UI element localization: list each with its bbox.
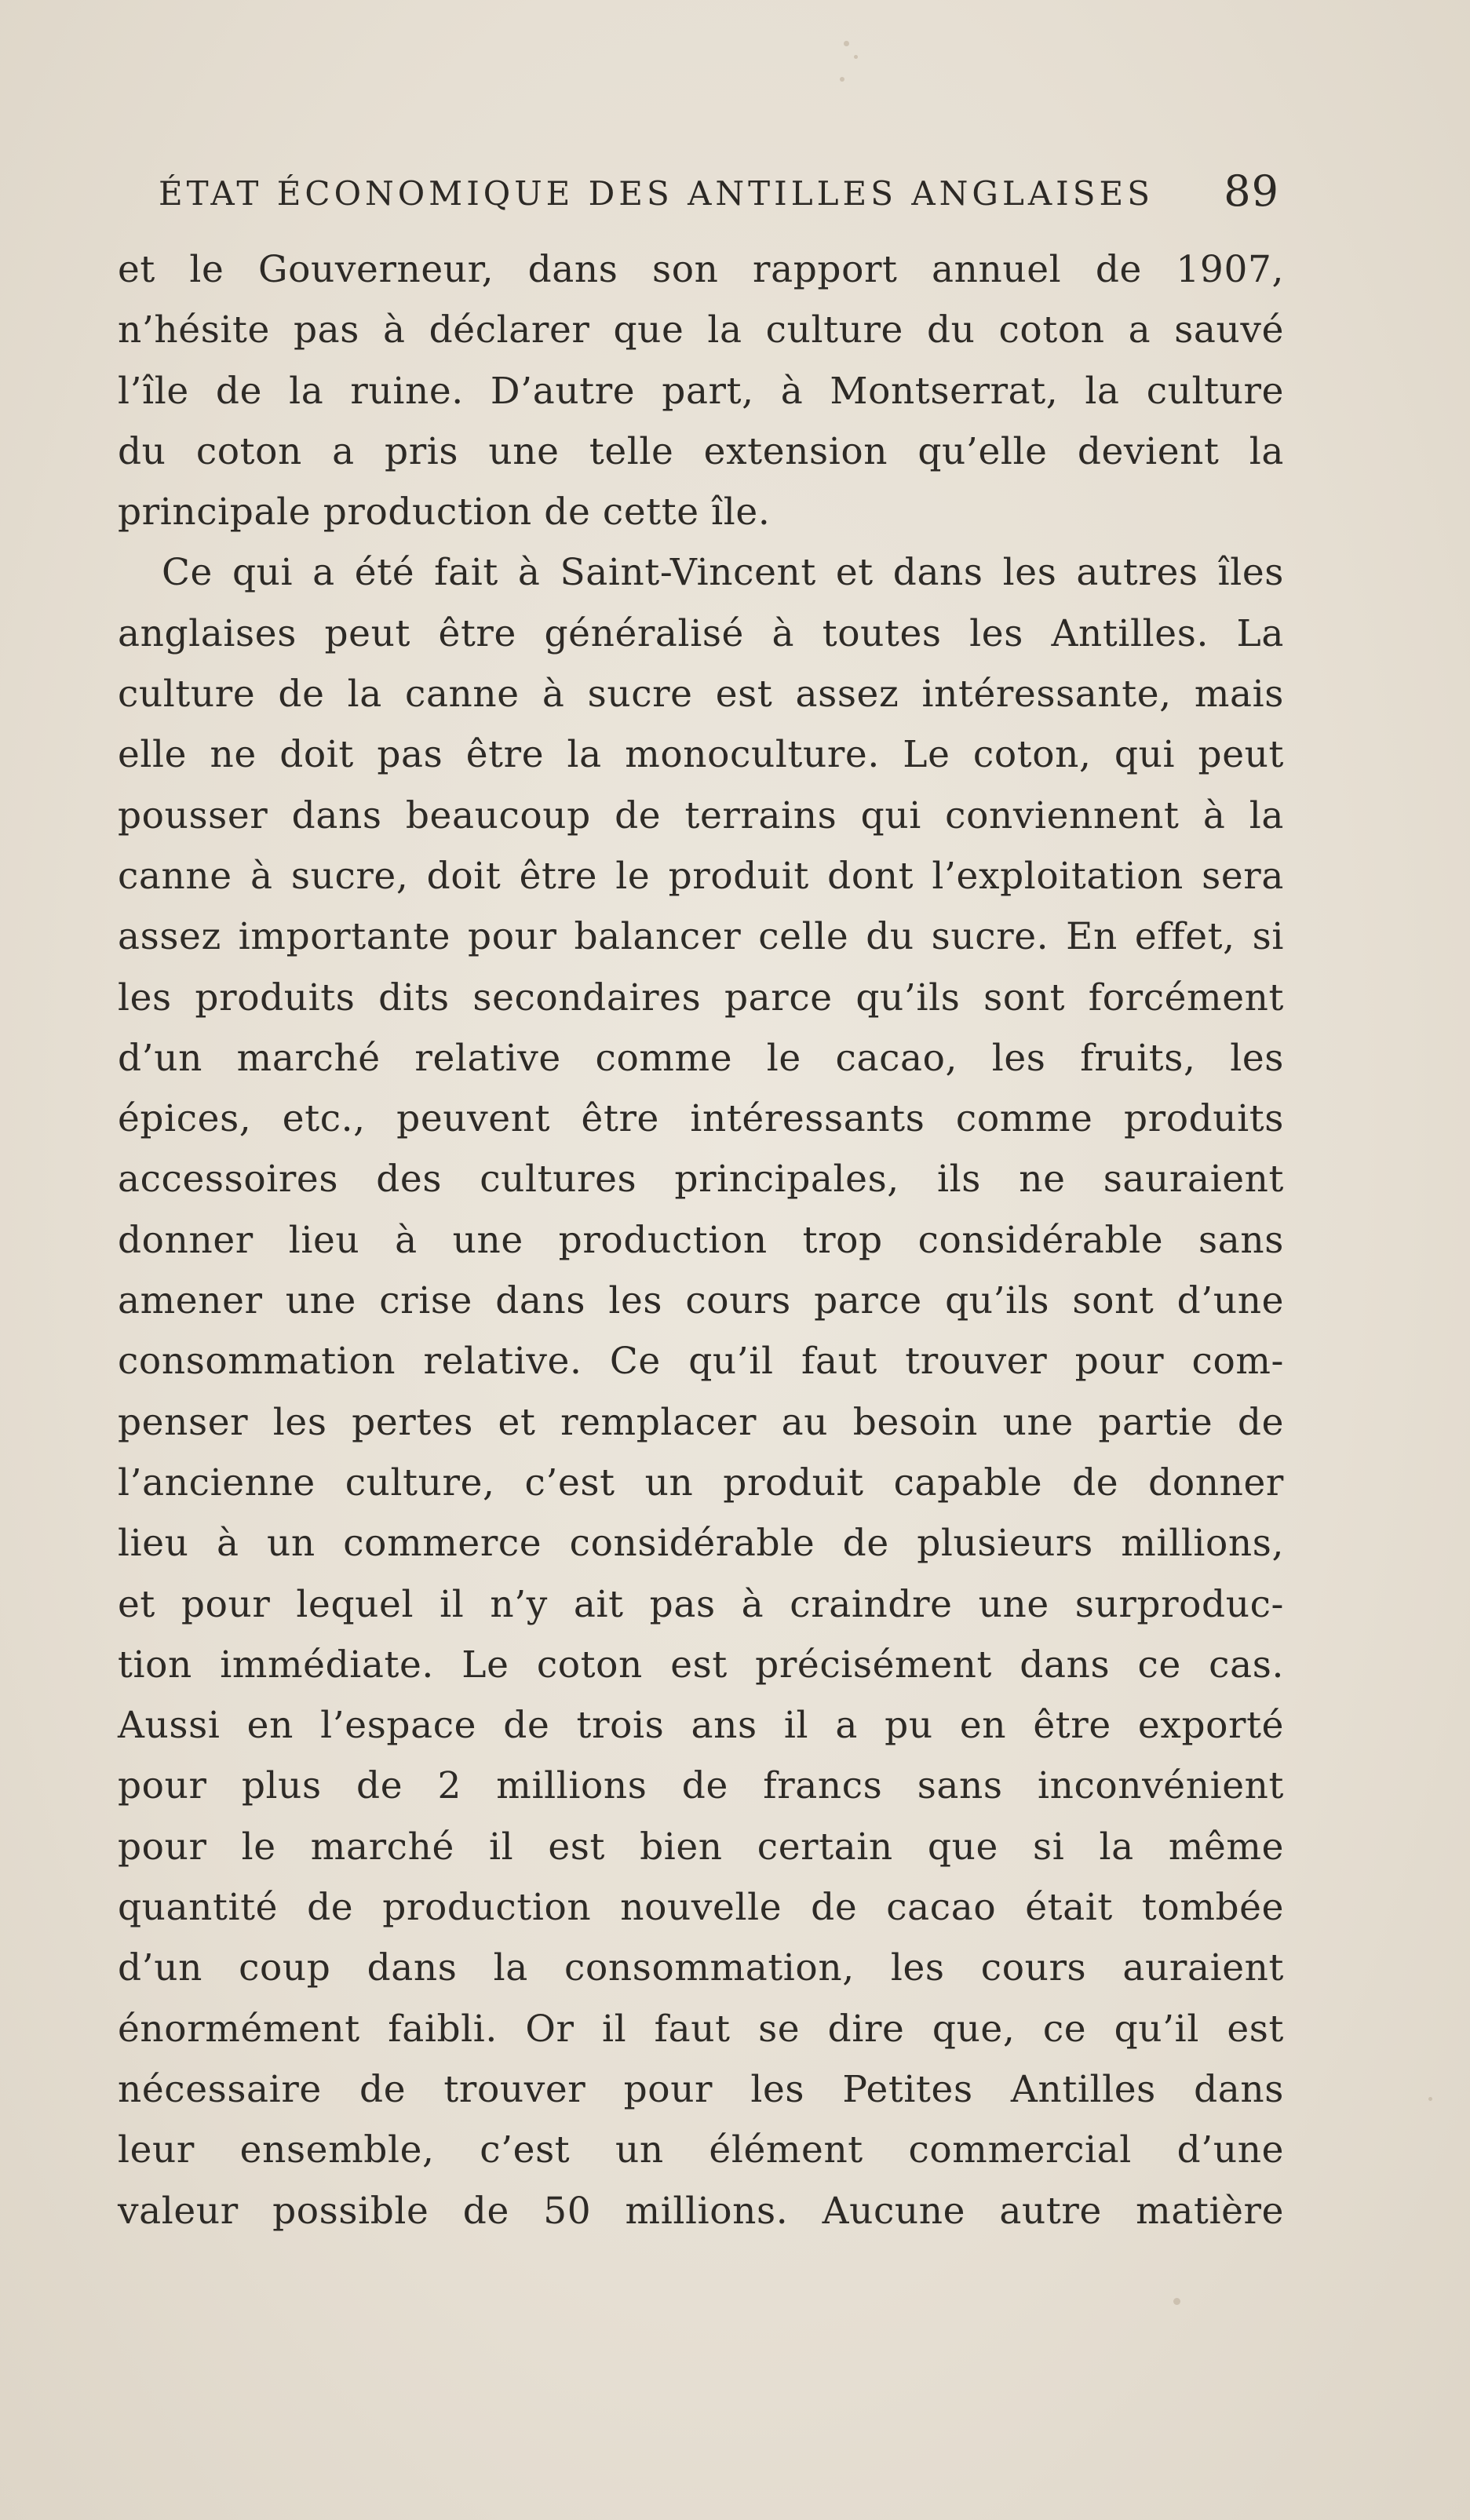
text-line: donner lieu à une production trop considérable sans (118, 1218, 1284, 1262)
paper-speck (1173, 2298, 1180, 2305)
text-line: l’île de la ruine. D’autre part, à Montserrat, la culture (118, 369, 1284, 413)
text-line: leur ensemble, c’est un élément commercial d’une (118, 2128, 1284, 2172)
text-line: et le Gouverneur, dans son rapport annuel de 1907, (118, 248, 1284, 291)
text-line: tion immédiate. Le coton est précisément dans ce cas. (118, 1643, 1284, 1687)
paragraph (118, 239, 1284, 542)
text-line: valeur possible de 50 millions. Aucune autre matière (118, 2189, 1284, 2233)
running-header (115, 157, 1292, 228)
running-title: ÉTAT ÉCONOMIQUE DES ANTILLES ANGLAISES (159, 174, 1154, 213)
text-line: pour le marché il est bien certain que si la même (118, 1825, 1284, 1869)
text-line: l’ancienne culture, c’est un produit capable de donner (118, 1461, 1284, 1504)
paper-speck (844, 41, 849, 46)
text-line: et pour lequel il n’y ait pas à craindre une surproduc- (118, 1582, 1284, 1626)
text-line: accessoires des cultures principales, ils ne sauraient (118, 1158, 1284, 1202)
text-line: amener une crise dans les cours parce qu’ils sont d’une (118, 1279, 1284, 1323)
text-line: anglaises peut être généralisé à toutes les Antilles. La (118, 611, 1284, 655)
text-line: penser les pertes et remplacer au besoin une partie de (118, 1400, 1284, 1444)
text-line: épices, etc., peuvent être intéressants comme produits (118, 1097, 1284, 1141)
paper-speck (854, 55, 858, 59)
paper-speck (840, 77, 844, 82)
text-line: canne à sucre, doit être le produit dont l’exploitation sera (118, 854, 1284, 898)
text-line: assez importante pour balancer celle du sucre. En effet, si (118, 915, 1284, 959)
text-line: nécessaire de trouver pour les Petites Antilles dans (118, 2067, 1284, 2111)
text-line: Ce qui a été fait à Saint-Vincent et dans les autres îles (162, 551, 1284, 595)
text-line: quantité de production nouvelle de cacao était tombée (118, 1886, 1284, 1930)
body-text (118, 239, 1284, 2241)
text-line: Aussi en l’espace de trois ans il a pu en être exporté (118, 1704, 1284, 1748)
text-line: les produits dits secondaires parce qu’ils sont forcément (118, 976, 1284, 1019)
page-number: 89 (1224, 166, 1279, 216)
text-line: pousser dans beaucoup de terrains qui conviennent à la (118, 793, 1284, 837)
paragraph (118, 542, 1284, 2241)
paper-speck (1428, 2097, 1432, 2101)
text-line: pour plus de 2 millions de francs sans inconvénient (118, 1764, 1284, 1808)
text-line: du coton a pris une telle extension qu’elle devient la (118, 429, 1284, 473)
text-line: lieu à un commerce considérable de plusieurs millions, (118, 1522, 1284, 1566)
text-line: principale production de cette île. (118, 491, 771, 534)
text-line: elle ne doit pas être la monoculture. Le coton, qui peut (118, 733, 1284, 777)
text-line: d’un marché relative comme le cacao, les fruits, les (118, 1036, 1284, 1080)
text-line: consommation relative. Ce qu’il faut trouver pour com- (118, 1340, 1284, 1384)
text-line: énormément faibli. Or il faut se dire que, ce qu’il est (118, 2007, 1284, 2051)
text-line: n’hésite pas à déclarer que la culture du coton a sauvé (118, 308, 1284, 352)
text-line: d’un coup dans la consommation, les cours auraient (118, 1946, 1284, 1990)
text-line: culture de la canne à sucre est assez intéressante, mais (118, 673, 1284, 717)
